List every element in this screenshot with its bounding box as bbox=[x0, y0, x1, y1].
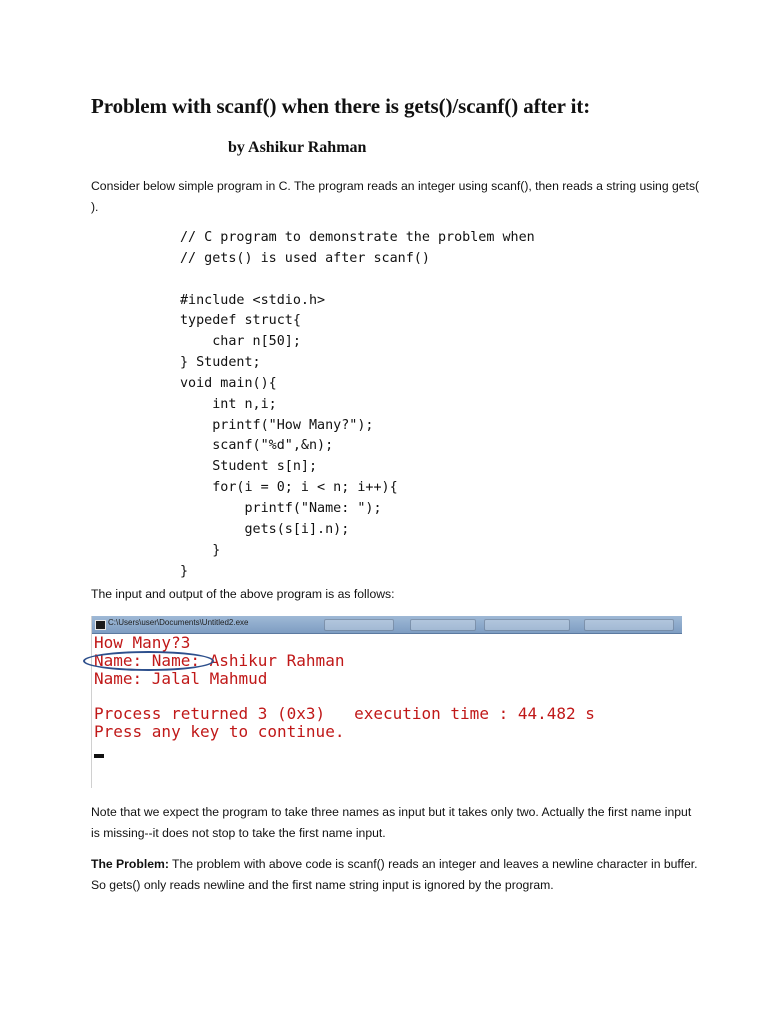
code-line: } Student; bbox=[180, 355, 261, 371]
console-line: Press any key to continue. bbox=[94, 722, 345, 741]
code-block bbox=[180, 228, 535, 582]
taskbar-tab bbox=[324, 619, 394, 631]
console-output bbox=[94, 634, 595, 741]
note-paragraph: Note that we expect the program to take three names as input but it takes only two. Actually the first name input is missing--it does not stop to take the first name input. bbox=[91, 805, 692, 840]
code-line: void main(){ bbox=[180, 375, 277, 391]
console-screenshot bbox=[91, 616, 682, 788]
io-intro-paragraph: The input and output of the above program is as follows: bbox=[91, 587, 395, 601]
console-line: How Many?3 bbox=[94, 633, 191, 652]
highlight-ellipse-annotation bbox=[83, 651, 214, 671]
code-line: printf("Name: "); bbox=[180, 500, 382, 516]
code-line: // C program to demonstrate the problem when bbox=[180, 230, 535, 245]
console-line bbox=[94, 688, 595, 705]
problem-paragraph bbox=[91, 854, 701, 896]
code-line bbox=[180, 270, 535, 291]
intro-paragraph: Consider below simple program in C. The program reads an integer using scanf(), then reads a string using gets( ). bbox=[91, 179, 700, 214]
code-line: int n,i; bbox=[180, 396, 277, 412]
code-line: #include <stdio.h> bbox=[180, 292, 326, 308]
console-app-icon bbox=[95, 620, 106, 630]
page-title: Problem with scanf() when there is gets()/scanf() after it: bbox=[91, 94, 591, 118]
problem-lead: The Problem: bbox=[91, 857, 169, 871]
code-line: scanf("%d",&n); bbox=[180, 438, 334, 454]
code-line: // gets() is used after scanf() bbox=[180, 250, 430, 266]
code-line: typedef struct{ bbox=[180, 313, 301, 329]
problem-body: The problem with above code is scanf() reads an integer and leaves a newline character in buffer. So gets() only reads newline and the first name string input is ignored by the program. bbox=[91, 857, 698, 892]
console-line: Name: Jalal Mahmud bbox=[94, 669, 268, 688]
code-line: Student s[n]; bbox=[180, 459, 318, 475]
console-cursor bbox=[94, 754, 104, 758]
console-line: Name: Name: Ashikur Rahman bbox=[94, 651, 345, 670]
console-titlebar bbox=[92, 616, 682, 634]
taskbar-tab bbox=[584, 619, 674, 631]
code-line: printf("How Many?"); bbox=[180, 417, 374, 433]
taskbar-tab bbox=[484, 619, 570, 631]
code-line: } bbox=[180, 542, 221, 558]
console-line: Process returned 3 (0x3) execution time : 44.482 s bbox=[94, 704, 595, 723]
code-line: } bbox=[180, 563, 189, 579]
code-line: char n[50]; bbox=[180, 334, 301, 350]
author-byline: by Ashikur Rahman bbox=[228, 139, 367, 156]
code-line: gets(s[i].n); bbox=[180, 521, 350, 537]
taskbar-tab bbox=[410, 619, 476, 631]
console-window-title: C:\Users\user\Documents\Untitled2.exe bbox=[108, 618, 249, 627]
code-line: for(i = 0; i < n; i++){ bbox=[180, 480, 398, 496]
